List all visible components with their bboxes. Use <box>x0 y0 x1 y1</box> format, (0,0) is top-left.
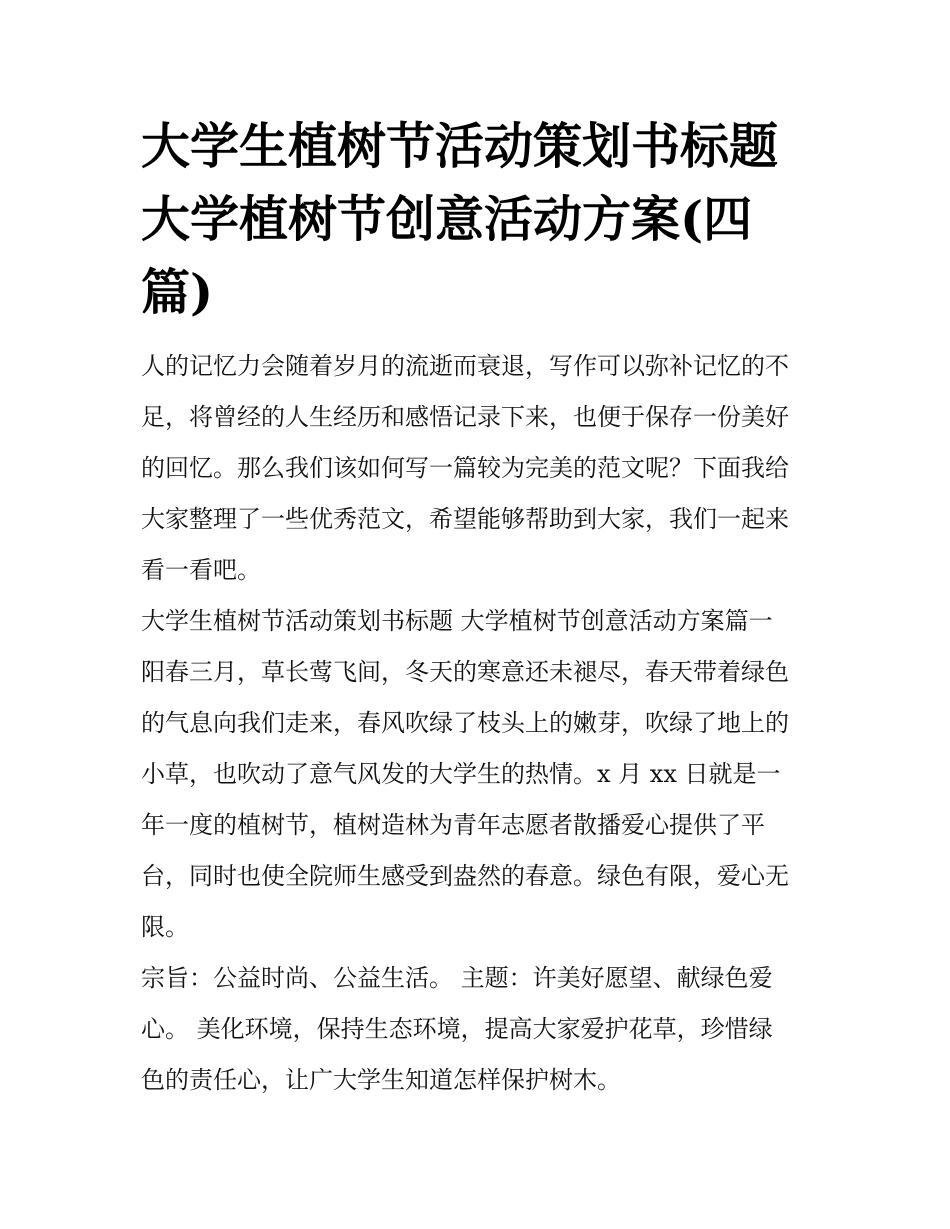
text-line: 宗旨：公益时尚、公益生活。 主题：许美好愿望、献绿色爱 <box>141 964 773 992</box>
text-line: 小草，也吹动了意气风发的大学生的热情。x 月 xx 日就是一 <box>141 760 781 788</box>
body-paragraph <box>141 953 813 1106</box>
text-line: 的气息向我们走来，春风吹绿了枝头上的嫩芽，吹绿了地上的 <box>141 709 789 737</box>
text-line: 色的责任心，让广大学生知道怎样保护树木。 <box>141 1066 621 1094</box>
text-line: 看一看吧。 <box>141 556 261 584</box>
text-line: 的回忆。那么我们该如何写一篇较为完美的范文呢？下面我给 <box>141 454 789 482</box>
text-line: 限。 <box>141 913 189 941</box>
document-title <box>141 110 813 329</box>
text-line: 年一度的植树节，植树造林为青年志愿者散播爱心提供了平 <box>141 811 765 839</box>
text-line: 阳春三月，草长莺飞间，冬天的寒意还未褪尽，春天带着绿色 <box>141 658 789 686</box>
title-line: 大学生植树节活动策划书标题 <box>141 117 779 175</box>
text-line: 大学生植树节活动策划书标题 大学植树节创意活动方案篇一 <box>141 607 773 635</box>
text-line: 大家整理了一些优秀范文，希望能够帮助到大家，我们一起来 <box>141 505 789 533</box>
document-page <box>141 110 813 1106</box>
title-line: 大学植树节创意活动方案(四 <box>141 190 753 248</box>
body-paragraph <box>141 647 813 953</box>
section-heading <box>141 596 813 647</box>
text-line: 心。 美化环境，保持生态环境，提高大家爱护花草，珍惜绿 <box>141 1015 773 1043</box>
text-line: 足，将曾经的人生经历和感悟记录下来，也便于保存一份美好 <box>141 403 789 431</box>
title-line: 篇) <box>141 263 214 321</box>
text-line: 台，同时也使全院师生感受到盎然的春意。绿色有限，爱心无 <box>141 862 789 890</box>
intro-paragraph <box>141 341 813 596</box>
text-line: 人的记忆力会随着岁月的流逝而衰退，写作可以弥补记忆的不 <box>141 352 789 380</box>
